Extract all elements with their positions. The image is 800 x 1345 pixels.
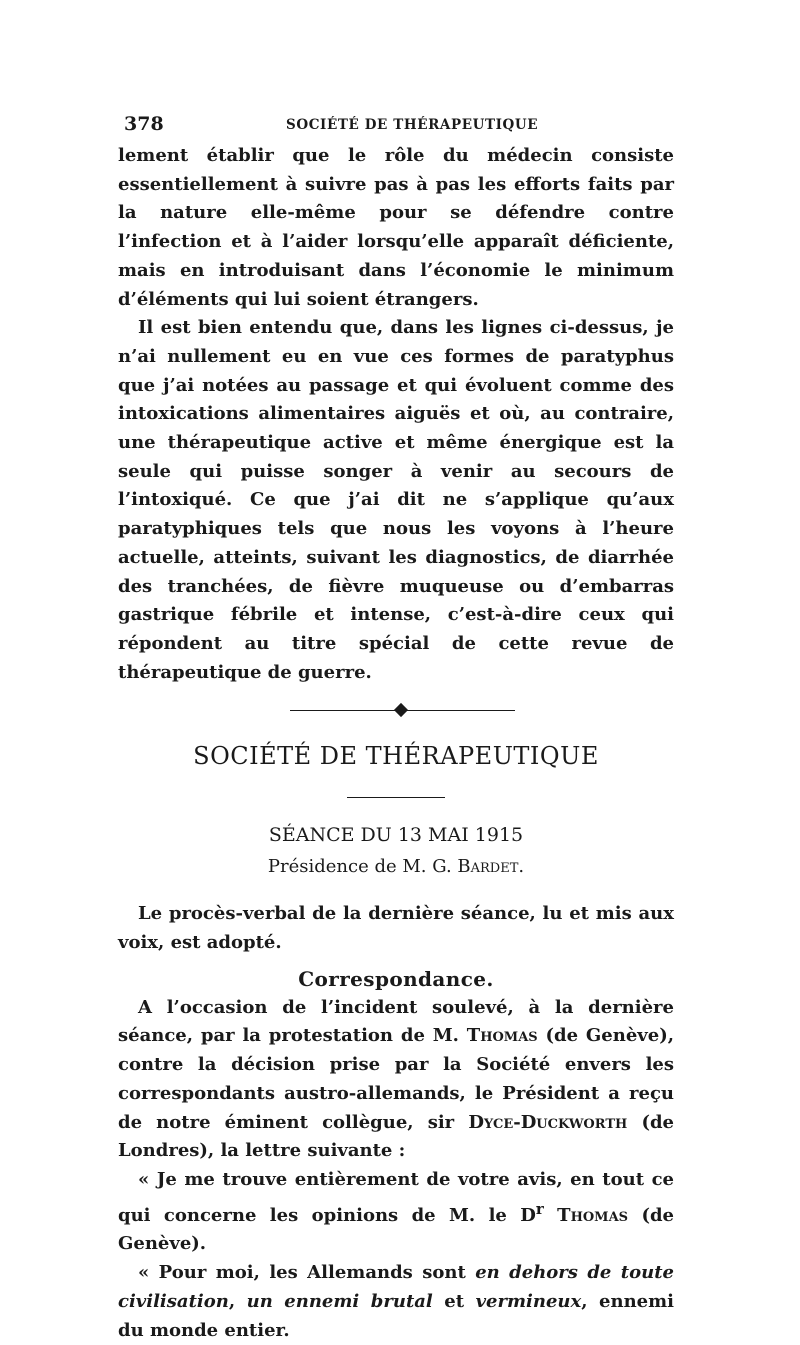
letter2-text-a: « Pour moi, les Allemands sont: [138, 1262, 476, 1284]
letter2-text-d: , ennemi du monde entier.: [118, 1290, 674, 1341]
emphasis-civilisation: en dehors de toute civilisation: [118, 1262, 674, 1312]
title-rule: [347, 797, 445, 798]
letter2-text-b: ,: [228, 1290, 247, 1312]
emphasis-vermineux: vermineux: [475, 1290, 582, 1312]
session-heading: SÉANCE DU 13 MAI 1915: [268, 824, 524, 847]
section-ornament: [118, 689, 674, 733]
letter2-text-c: et: [432, 1290, 476, 1312]
name-thomas: Thomas: [466, 1025, 538, 1047]
letter-paragraph-2: [118, 1259, 674, 1345]
ornament-diamond: [394, 703, 408, 717]
name-thomas-2: Thomas: [543, 1204, 629, 1226]
presidence-suffix: .: [518, 856, 525, 878]
doctor-superscript: r: [535, 1199, 544, 1218]
presidence-prefix: Présidence de M. G.: [267, 856, 458, 878]
emphasis-ennemi-brutal: un ennemi brutal: [246, 1290, 433, 1312]
letter-paragraph-1: [118, 1166, 674, 1259]
ornament-left-line: [290, 710, 398, 711]
correspondance-heading: Correspondance.: [298, 966, 494, 991]
president-name: Bardet: [457, 856, 519, 878]
section-title: SOCIÉTÉ DE THÉRAPEUTIQUE: [193, 742, 599, 771]
book-page: [118, 108, 674, 1345]
letter1-text-a: « Je me trouve entièrement de votre avis, en tout ce qui concerne les opinions de M. le D: [118, 1168, 674, 1226]
corr-text-a: A l’occasion de l’incident soulevé, à la dernière séance, par la protestation de M.: [118, 996, 674, 1047]
correspondance-paragraph: [118, 994, 674, 1166]
running-head: [118, 108, 674, 142]
ornament-right-line: [407, 710, 515, 711]
letter1-text-b: (de Genève).: [118, 1204, 674, 1255]
minutes-paragraph: Le procès-verbal de la dernière séance, lu et mis aux voix, est adopté.: [118, 903, 674, 954]
paragraph-continuation: lement établir que le rôle du médecin consiste essentiellement à suivre pas à pas les efforts faits par la nature elle-même pour se défendre contre l’infection et à l’aider lorsqu’elle apparaît déficiente, mais en introduisant dans l’économie le minimum d’éléments qui lui soient étrangers.: [118, 145, 674, 310]
presidence-line: [118, 854, 674, 880]
paragraph-paratyphus: Il est bien entendu que, dans les lignes ci-dessus, je n’ai nullement eu en vue ces formes de paratyphus que j’ai notées au passage et qui évoluent comme des intoxications alimentaires aiguës et où, au contraire, une thérapeutique active et même énergique est la seule qui puisse songer à venir au secours de l’intoxiqué. Ce que j’ai dit ne s’applique qu’aux paratyphiques tels que nous les voyons à l’heure actuelle, atteints, suivant les diagnostics, de diarrhée des tranchées, de fièvre muqueuse ou d’embarras gastrique fébrile et intense, c’est-à-dire ceux qui répondent au titre spécial de cette revue de thérapeutique de guerre.: [118, 317, 674, 683]
corr-text-c: (de Londres), la lettre suivante :: [118, 1111, 674, 1162]
running-title: SOCIÉTÉ DE THÉRAPEUTIQUE: [286, 117, 539, 133]
page-number: 378: [124, 113, 164, 135]
name-dyce-duckworth: Dyce-Duckworth: [468, 1111, 628, 1133]
corr-text-b: (de Genève), contre la décision prise par la Société envers les correspondants austro-allemands, le Président a reçu de notre éminent collègue, sir: [118, 1025, 674, 1133]
